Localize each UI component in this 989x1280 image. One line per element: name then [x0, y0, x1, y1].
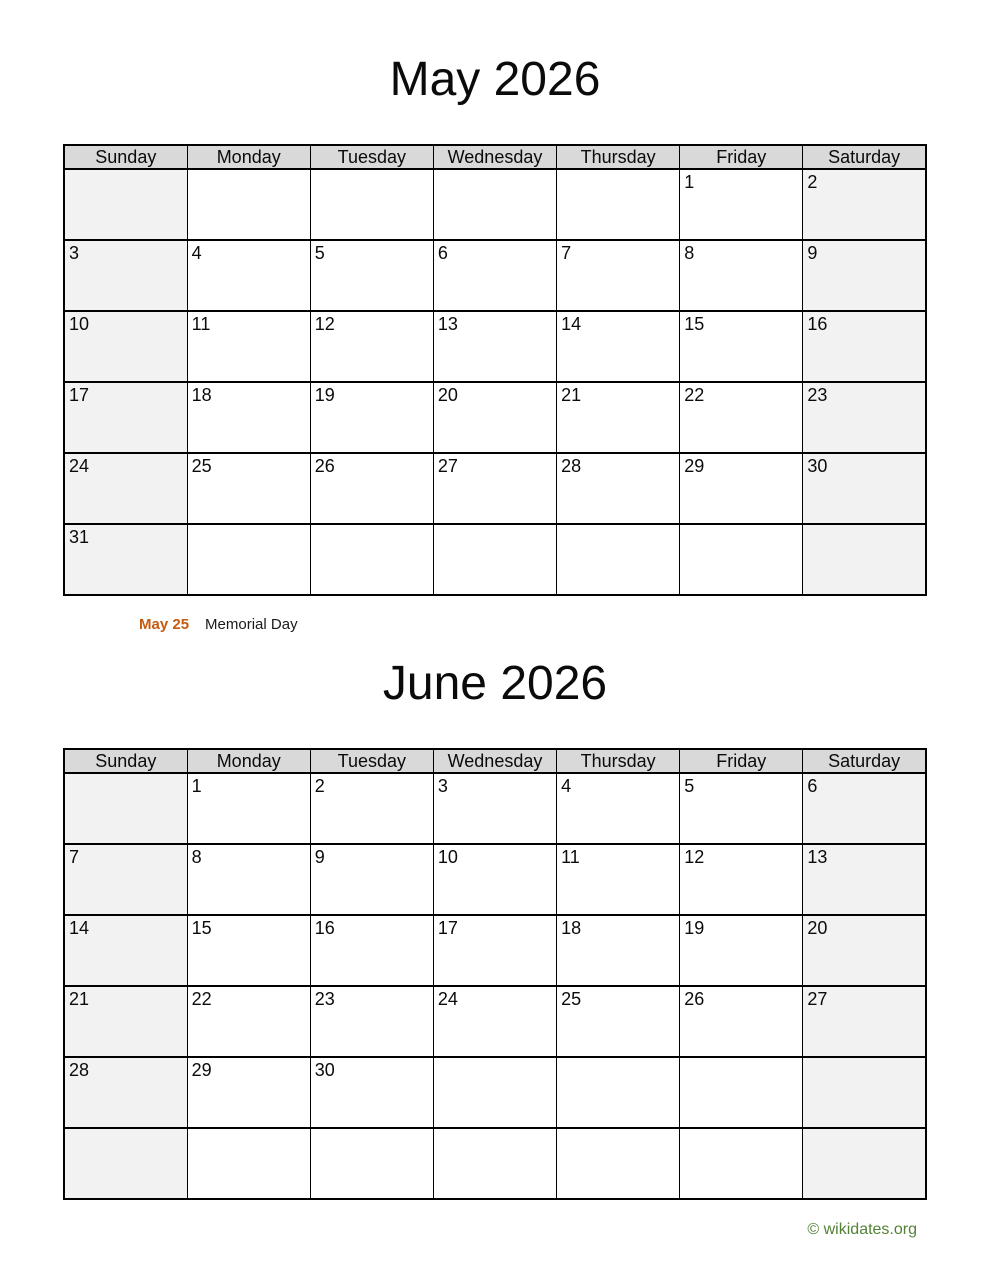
week-row — [64, 986, 926, 1057]
day-cell-june-12: 12 — [680, 844, 803, 915]
may-calendar-table — [63, 144, 927, 596]
day-header-row — [64, 749, 926, 773]
day-cell-empty — [557, 169, 680, 240]
week-row — [64, 1057, 926, 1128]
day-cell-empty — [64, 169, 187, 240]
day-cell-may-20: 20 — [433, 382, 556, 453]
day-cell-empty — [64, 773, 187, 844]
day-cell-may-13: 13 — [433, 311, 556, 382]
day-cell-june-29: 29 — [187, 1057, 310, 1128]
day-cell-june-8: 8 — [187, 844, 310, 915]
day-cell-may-19: 19 — [310, 382, 433, 453]
day-header-saturday: Saturday — [803, 145, 926, 169]
day-cell-june-13: 13 — [803, 844, 926, 915]
day-cell-may-3: 3 — [64, 240, 187, 311]
day-cell-may-14: 14 — [557, 311, 680, 382]
day-cell-june-19: 19 — [680, 915, 803, 986]
day-cell-june-23: 23 — [310, 986, 433, 1057]
day-cell-may-4: 4 — [187, 240, 310, 311]
day-cell-june-14: 14 — [64, 915, 187, 986]
day-cell-june-6: 6 — [803, 773, 926, 844]
day-cell-may-28: 28 — [557, 453, 680, 524]
day-cell-may-10: 10 — [64, 311, 187, 382]
day-cell-june-28: 28 — [64, 1057, 187, 1128]
day-header-friday: Friday — [680, 749, 803, 773]
day-cell-empty — [187, 1128, 310, 1199]
day-cell-may-9: 9 — [803, 240, 926, 311]
day-cell-june-26: 26 — [680, 986, 803, 1057]
day-cell-empty — [310, 524, 433, 595]
day-cell-may-30: 30 — [803, 453, 926, 524]
day-cell-may-25: 25 — [187, 453, 310, 524]
holiday-note — [63, 616, 927, 634]
day-header-tuesday: Tuesday — [310, 749, 433, 773]
day-header-wednesday: Wednesday — [433, 145, 556, 169]
day-cell-june-21: 21 — [64, 986, 187, 1057]
day-cell-empty — [557, 1057, 680, 1128]
week-row — [64, 240, 926, 311]
day-header-tuesday: Tuesday — [310, 145, 433, 169]
may-calendar-section — [63, 0, 927, 634]
day-cell-june-7: 7 — [64, 844, 187, 915]
day-cell-june-1: 1 — [187, 773, 310, 844]
week-row — [64, 169, 926, 240]
day-cell-empty — [310, 1128, 433, 1199]
day-cell-june-20: 20 — [803, 915, 926, 986]
day-cell-june-4: 4 — [557, 773, 680, 844]
day-cell-empty — [803, 1128, 926, 1199]
day-header-thursday: Thursday — [557, 145, 680, 169]
day-cell-june-18: 18 — [557, 915, 680, 986]
day-cell-june-2: 2 — [310, 773, 433, 844]
week-row — [64, 773, 926, 844]
day-cell-empty — [433, 1057, 556, 1128]
day-cell-empty — [433, 169, 556, 240]
day-cell-may-11: 11 — [187, 311, 310, 382]
week-row — [64, 311, 926, 382]
june-calendar-section — [63, 654, 927, 1200]
day-header-wednesday: Wednesday — [433, 749, 556, 773]
day-cell-empty — [803, 1057, 926, 1128]
day-cell-empty — [680, 524, 803, 595]
day-cell-may-5: 5 — [310, 240, 433, 311]
day-cell-may-23: 23 — [803, 382, 926, 453]
day-cell-may-15: 15 — [680, 311, 803, 382]
day-cell-empty — [64, 1128, 187, 1199]
day-cell-may-26: 26 — [310, 453, 433, 524]
may-page-title: May 2026 — [389, 53, 601, 106]
day-header-monday: Monday — [187, 749, 310, 773]
day-cell-june-25: 25 — [557, 986, 680, 1057]
week-row — [64, 382, 926, 453]
day-cell-may-2: 2 — [803, 169, 926, 240]
day-cell-june-27: 27 — [803, 986, 926, 1057]
day-cell-may-27: 27 — [433, 453, 556, 524]
day-cell-may-22: 22 — [680, 382, 803, 453]
day-header-friday: Friday — [680, 145, 803, 169]
day-cell-may-31: 31 — [64, 524, 187, 595]
day-cell-june-9: 9 — [310, 844, 433, 915]
week-row — [64, 915, 926, 986]
day-cell-june-24: 24 — [433, 986, 556, 1057]
week-row — [64, 1128, 926, 1199]
day-cell-empty — [680, 1128, 803, 1199]
day-cell-june-17: 17 — [433, 915, 556, 986]
day-cell-may-24: 24 — [64, 453, 187, 524]
day-cell-may-12: 12 — [310, 311, 433, 382]
calendar-content — [63, 0, 927, 1239]
june-calendar-table — [63, 748, 927, 1200]
day-cell-empty — [557, 1128, 680, 1199]
day-cell-may-16: 16 — [803, 311, 926, 382]
week-row — [64, 453, 926, 524]
day-cell-june-16: 16 — [310, 915, 433, 986]
week-row — [64, 844, 926, 915]
day-cell-june-11: 11 — [557, 844, 680, 915]
day-cell-june-15: 15 — [187, 915, 310, 986]
day-header-saturday: Saturday — [803, 749, 926, 773]
week-row — [64, 524, 926, 595]
day-header-row — [64, 145, 926, 169]
day-cell-empty — [803, 524, 926, 595]
day-cell-june-10: 10 — [433, 844, 556, 915]
day-cell-june-3: 3 — [433, 773, 556, 844]
day-cell-may-18: 18 — [187, 382, 310, 453]
day-header-thursday: Thursday — [557, 749, 680, 773]
holiday-note-date: May 25 — [139, 616, 190, 633]
day-header-monday: Monday — [187, 145, 310, 169]
day-cell-may-8: 8 — [680, 240, 803, 311]
day-cell-may-7: 7 — [557, 240, 680, 311]
day-cell-may-1: 1 — [680, 169, 803, 240]
holiday-note-label: Memorial Day — [205, 616, 298, 633]
day-cell-may-21: 21 — [557, 382, 680, 453]
day-header-sunday: Sunday — [64, 749, 187, 773]
day-cell-june-22: 22 — [187, 986, 310, 1057]
footer-credit: © wikidates.org — [807, 1221, 917, 1238]
day-cell-empty — [680, 1057, 803, 1128]
day-cell-june-5: 5 — [680, 773, 803, 844]
day-cell-empty — [557, 524, 680, 595]
day-cell-may-29: 29 — [680, 453, 803, 524]
day-cell-empty — [433, 1128, 556, 1199]
day-header-sunday: Sunday — [64, 145, 187, 169]
day-cell-empty — [187, 524, 310, 595]
day-cell-empty — [310, 169, 433, 240]
june-page-title: June 2026 — [382, 657, 608, 710]
day-cell-june-30: 30 — [310, 1057, 433, 1128]
day-cell-empty — [187, 169, 310, 240]
day-cell-may-6: 6 — [433, 240, 556, 311]
day-cell-may-17: 17 — [64, 382, 187, 453]
day-cell-empty — [433, 524, 556, 595]
